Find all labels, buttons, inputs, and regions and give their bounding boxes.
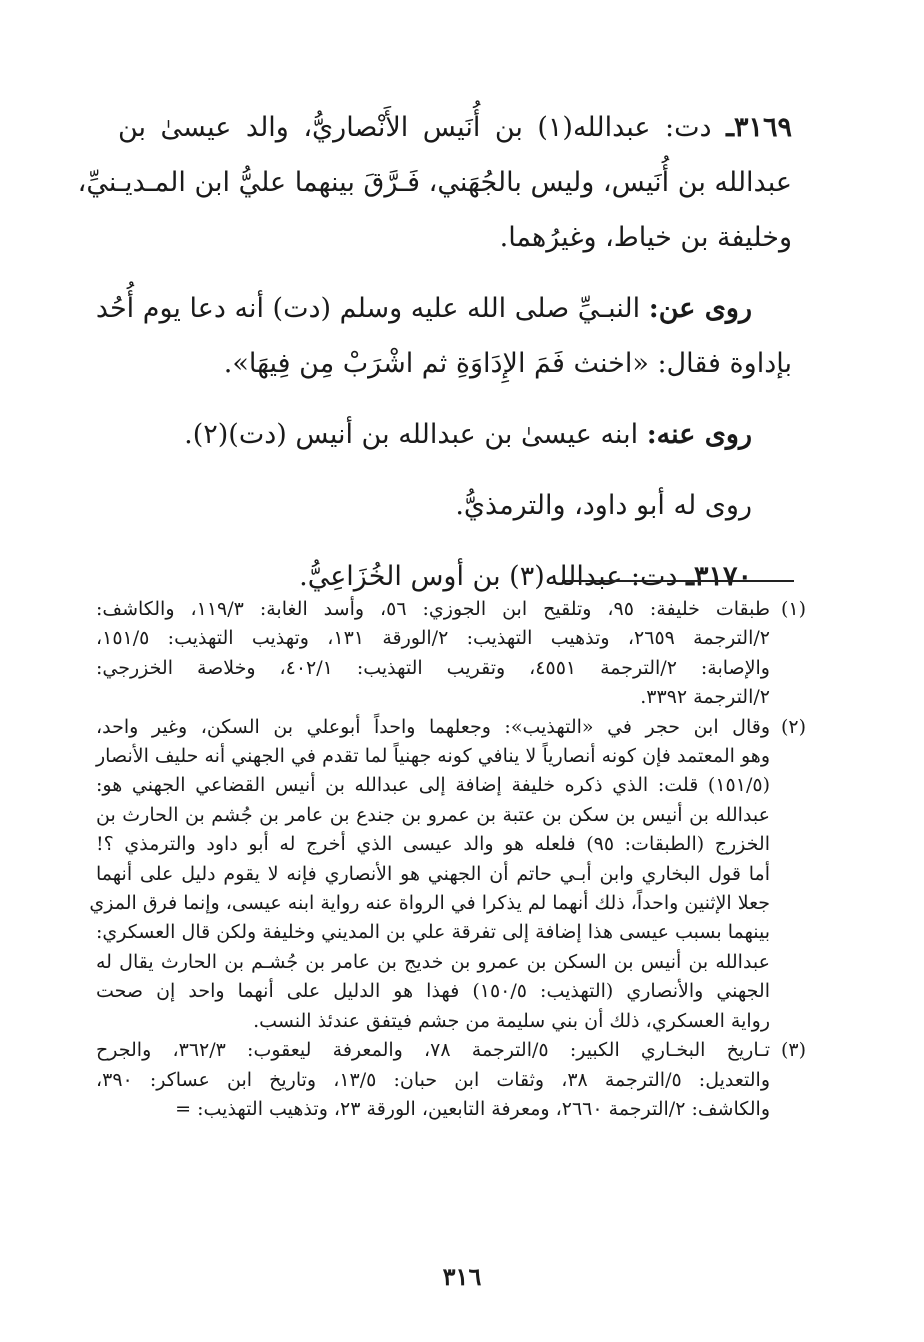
footnote-text: بينهما بسبب عيسى هذا إضافة إلى تفرقة علي بن المديني وخليفة ولكن قال العسكري: — [96, 921, 770, 944]
footnote-marker: (٣) — [780, 1039, 806, 1062]
entry-number: ٣١٧٠ـ — [686, 561, 752, 592]
footnote-2-line — [96, 918, 806, 947]
footnote-2-line — [96, 742, 806, 771]
footnote-2-line — [96, 713, 806, 742]
footnote-2-line — [96, 977, 806, 1006]
footnote-marker: (٢) — [780, 715, 806, 738]
narrated-from-text: النبـيِّ صلى الله عليه وسلم (دت) أنه دعا يوم أُحُد — [95, 293, 641, 324]
footnote-text: والتعديل: ٥/الترجمة ٣٨، وثقات ابن حبان: ١٣/٥، وتاريخ ابن عساكر: ٣٩٠، — [96, 1068, 771, 1091]
footnote-2-line — [96, 830, 806, 859]
page-number: ٣١٦ — [442, 1262, 482, 1291]
footnote-3-line — [96, 1066, 806, 1095]
entry-3169-line-1 — [118, 100, 792, 155]
footnote-3-line — [96, 1095, 806, 1124]
footnote-2-line — [96, 1007, 806, 1036]
footnote-text: عبدالله بن أنيس بن سكن بن عتبة بن عمرو بن جندع بن عامر بن جُشم بن الحارث بن — [96, 803, 770, 826]
footnote-text: وهو المعتمد فإن كونه أنصارياً لا ينافي كونه جهنياً لما تقدم في الجهني أنه حليف الأنصار — [96, 745, 770, 768]
entry-3169-line-3: وخليفة بن خياط، وغيرُهما. — [499, 222, 792, 253]
footnote-text: عبدالله بن أنيس بن السكن بن عمرو بن خديج بن عامر بن جُشـم بن الحارث يقال له — [96, 950, 770, 973]
footnote-2-line — [89, 889, 806, 918]
transmitted-by-line: روى له أبو داود، والترمذيُّ. — [455, 490, 752, 521]
footnote-marker: (١) — [780, 598, 806, 620]
narrated-from-label: روى عن: — [648, 293, 752, 324]
entry-number: ٣١٦٩ـ — [726, 112, 792, 143]
footnote-text: والإصابة: ٢/الترجمة ٤٥٥١، وتقريب التهذيب: ٤٠٢/١، وخلاصة الخزرجي: — [96, 656, 770, 679]
entry-3169-line-2: عبدالله بن أُنَيس، وليس بالجُهَني، فَـرَّقَ بينهما عليُّ ابن المـديـنيِّ، — [77, 167, 792, 198]
narrated-from-line-2: بإداوة فقال: «اخنث فَمَ الإِدَاوَةِ ثم اشْرَبْ مِن فِيهَا». — [223, 348, 792, 379]
footnote-text: جعلا الإثنين واحداً، ذلك أنهما لم يذكرا في الرواة عنه رواية ابنه عيسى، وإنما فرق المزي — [89, 892, 770, 915]
footnote-text: وقال ابن حجر في «التهذيب»: وجعلهما واحداً أبوعلي بن السكن، وغير واحد، — [96, 715, 770, 738]
footnote-1-line — [96, 595, 806, 624]
main-text — [77, 100, 792, 604]
entry-text: دت: عبدالله(٣) بن أوس الخُزَاعِيُّ. — [299, 561, 678, 592]
footnote-2-line — [96, 860, 806, 889]
footnote-text: الخزرج (الطبقات: ٩٥) فلعله هو والد عيسى الذي أخرج له أبو داود والترمذي ؟! — [96, 833, 771, 856]
narrated-from-line-1 — [95, 281, 792, 336]
footnote-1-line — [96, 654, 806, 683]
narrated-by-text: ابنه عيسىٰ بن عبدالله بن أنيس (دت)(٢). — [184, 419, 639, 450]
narrated-by-label: روى عنه: — [646, 419, 752, 450]
footnote-text: ٢/الترجمة ٣٣٩٢. — [640, 686, 770, 709]
footnote-text: تـاريخ البخـاري الكبير: ٥/الترجمة ٧٨، والمعرفة ليعقوب: ٣٦٢/٣، والجرح — [96, 1039, 770, 1062]
footnote-3-line — [96, 1036, 806, 1065]
footnote-2-line — [96, 771, 806, 800]
footnote-2-line — [96, 801, 806, 830]
footnote-text: والكاشف: ٢/الترجمة ٢٦٦٠، ومعرفة التابعين، الورقة ٢٣، وتذهيب التهذيب: = — [175, 1097, 770, 1120]
footnote-text: الجهني والأنصاري (التهذيب: ١٥٠/٥) فهذا هو الدليل على أنهما واحد إن صحت — [96, 980, 770, 1003]
footnote-text: أما قول البخاري وابن أبـي حاتم أن الجهني هو الأنصاري فإنه لا يقوم دليل على أنهما — [96, 862, 770, 885]
footnote-separator — [562, 580, 794, 582]
footnote-text: ٢/الترجمة ٢٦٥٩، وتذهيب التهذيب: ٢/الورقة ١٣١، وتهذيب التهذيب: ١٥١/٥، — [96, 627, 770, 650]
entry-text: دت: عبدالله(١) بن أُنَيس الأَنْصاريُّ، والد عيسىٰ بن — [118, 112, 712, 143]
footnote-1-line — [96, 624, 806, 653]
narrated-by-line — [118, 407, 792, 462]
footnote-2-line — [96, 948, 806, 977]
footnote-text: (١٥١/٥) قلت: الذي ذكره خليفة إضافة إلى عبدالله بن أنيس القضاعي الجهني هو: — [96, 774, 770, 797]
footnote-text: رواية العسكري، ذلك أن بني سليمة من جشم فيتفق عندئذ النسب. — [253, 1009, 770, 1032]
footnote-text: طبقات خليفة: ٩٥، وتلقيح ابن الجوزي: ٥٦، وأسد الغابة: ١١٩/٣، والكاشف: — [96, 598, 771, 620]
footnotes — [89, 595, 806, 1124]
footnote-1-line — [96, 683, 806, 712]
